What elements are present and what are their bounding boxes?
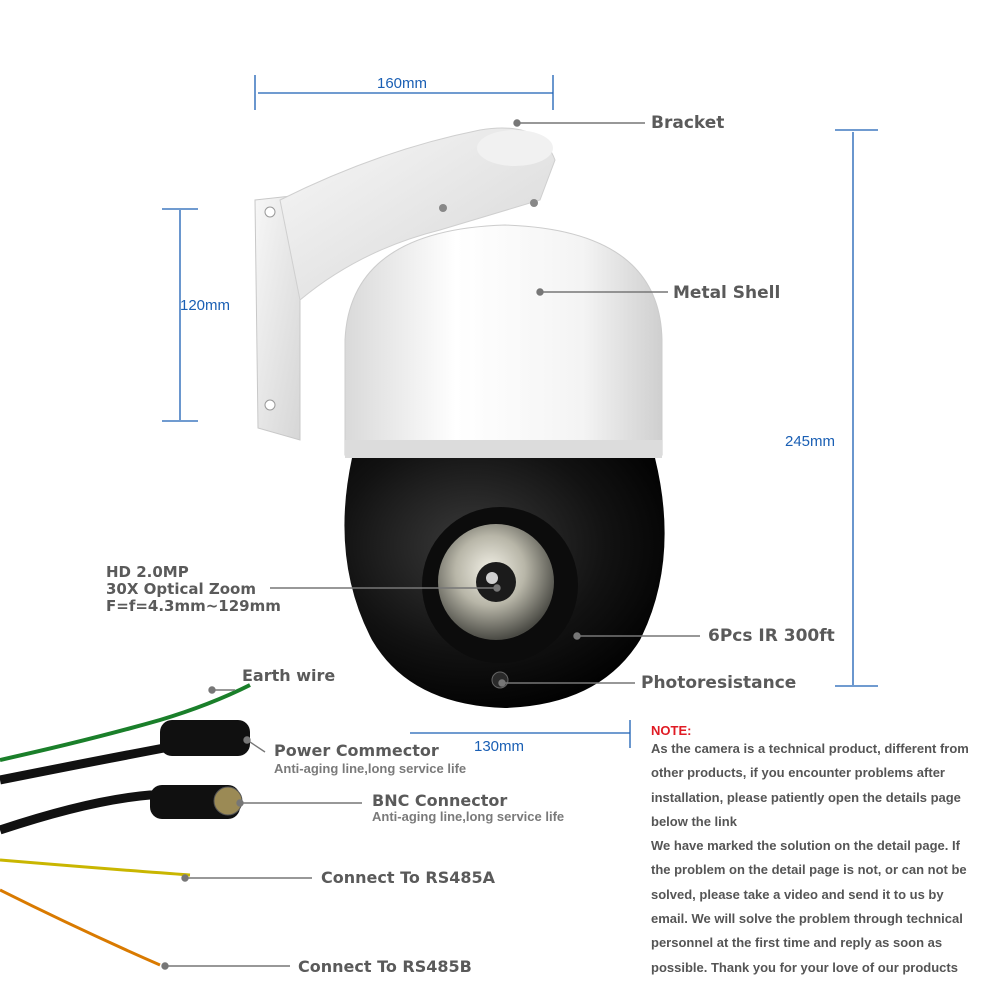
- camera-ball: [344, 458, 664, 708]
- rs485b-label: Connect To RS485B: [298, 957, 472, 976]
- bracket-label: Bracket: [651, 113, 725, 133]
- note-paragraph-2: We have marked the solution on the detail page. If the problem on the detail page is not, or can not be solved, please take a video and send it to us by email. We will solve the problem through technical personnel at the first time and reply as soon as possible. Thank you for your love of our products: [651, 838, 967, 975]
- spec-resolution: HD 2.0MP: [106, 563, 189, 581]
- metal-shell-label: Metal Shell: [673, 283, 781, 303]
- rs485a-label: Connect To RS485A: [321, 868, 496, 887]
- note-body: [651, 737, 981, 980]
- dimension-height-mount: 120mm: [180, 297, 231, 314]
- dimension-width-top: 160mm: [377, 75, 428, 92]
- ir-label: 6Pcs IR 300ft: [708, 626, 835, 646]
- cables: [0, 685, 250, 965]
- note-title: NOTE:: [651, 723, 692, 738]
- lens-spec: [106, 564, 281, 615]
- power-connector-sub: Anti-aging line,long service life: [274, 761, 467, 776]
- dimension-width-bottom: 130mm: [474, 738, 525, 755]
- earth-wire-label: Earth wire: [242, 666, 336, 685]
- power-connector-label: Power Commector: [274, 741, 439, 760]
- dimension-height-total: 245mm: [785, 433, 836, 450]
- bnc-connector-sub: Anti-aging line,long service life: [372, 809, 565, 824]
- spec-focal-length: F=f=4.3mm~129mm: [106, 597, 281, 615]
- note-paragraph-1: As the camera is a technical product, different from other products, if you encounter problems after installation, please patiently open the details page below the link: [651, 741, 969, 829]
- spec-zoom: 30X Optical Zoom: [106, 580, 256, 598]
- metal-shell: [345, 225, 662, 458]
- bnc-connector-label: BNC Connector: [372, 791, 508, 810]
- photoresistance-label: Photoresistance: [641, 673, 797, 693]
